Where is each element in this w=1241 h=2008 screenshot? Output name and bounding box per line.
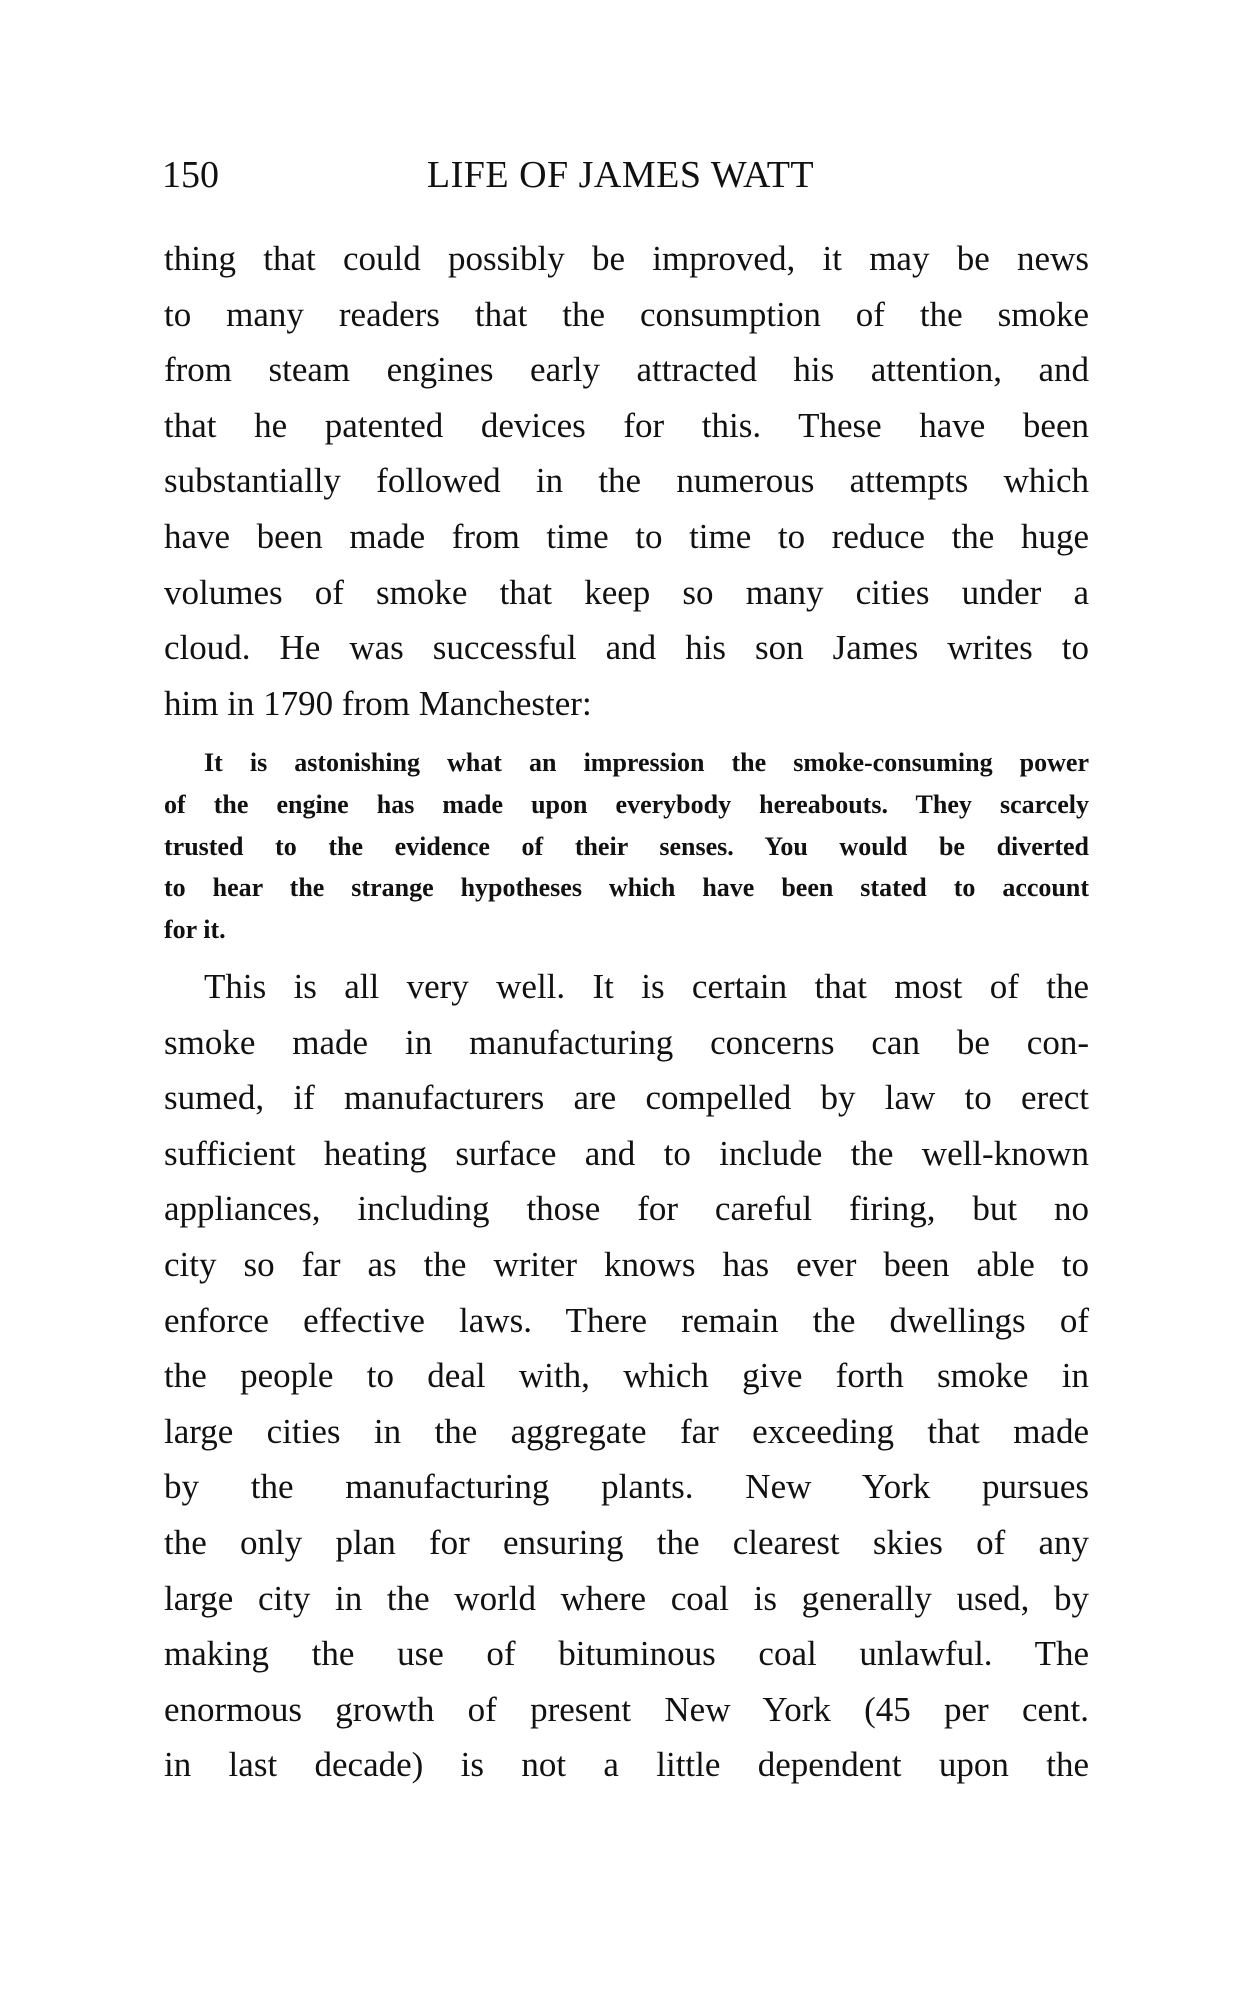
text-line: thing that could possibly be improved, it may be news bbox=[164, 239, 1089, 278]
paragraph-1 bbox=[164, 231, 1089, 731]
quote-line: It is astonishing what an impression the smoke-consuming power bbox=[204, 748, 1089, 777]
text-line: sufficient heating surface and to include the well-known bbox=[164, 1133, 1089, 1173]
text-line: substantially followed in the numerous attempts which bbox=[164, 461, 1089, 501]
text-line: making the use of bituminous coal unlawful. The bbox=[164, 1634, 1089, 1674]
quote-line: trusted to the evidence of their senses. You would be diverted bbox=[164, 831, 1089, 861]
running-title: LIFE OF JAMES WATT bbox=[426, 154, 815, 196]
text-line: the people to deal with, which give forth smoke in bbox=[164, 1356, 1089, 1396]
text-line: have been made from time to time to reduce the huge bbox=[164, 516, 1089, 556]
text-line: city so far as the writer knows has ever been able to bbox=[164, 1244, 1089, 1284]
quote-line: to hear the strange hypotheses which have been stated to account bbox=[164, 873, 1089, 903]
text-line: smoke made in manufacturing concerns can be con- bbox=[164, 1022, 1089, 1062]
text-line: volumes of smoke that keep so many cities under a bbox=[164, 572, 1089, 612]
text-line: to many readers that the consumption of the smoke bbox=[164, 294, 1089, 334]
text-line: that he patented devices for this. These have been bbox=[164, 405, 1089, 445]
page-number: 150 bbox=[162, 154, 219, 196]
quote-line: for it. bbox=[164, 915, 226, 945]
quote-line: of the engine has made upon everybody hereabouts. They scarcely bbox=[164, 789, 1089, 819]
text-line: sumed, if manufacturers are compelled by law to erect bbox=[164, 1078, 1089, 1118]
text-line: large city in the world where coal is generally used, by bbox=[164, 1578, 1089, 1618]
text-line: large cities in the aggregate far exceeding that made bbox=[164, 1411, 1089, 1451]
text-line: This is all very well. It is certain that most of the bbox=[204, 967, 1089, 1006]
text-line: enforce effective laws. There remain the dwellings of bbox=[164, 1300, 1089, 1340]
text-line: enormous growth of present New York (45 per cent. bbox=[164, 1689, 1089, 1729]
text-line: him in 1790 from Manchester: bbox=[164, 683, 592, 723]
text-line: in last decade) is not a little dependent upon the bbox=[164, 1745, 1089, 1785]
text-line: cloud. He was successful and his son James writes to bbox=[164, 628, 1089, 668]
block-quote bbox=[164, 742, 1089, 951]
text-line: by the manufacturing plants. New York pursues bbox=[164, 1467, 1089, 1507]
text-line: appliances, including those for careful firing, but no bbox=[164, 1189, 1089, 1229]
paragraph-2 bbox=[164, 959, 1089, 1793]
text-line: the only plan for ensuring the clearest skies of any bbox=[164, 1522, 1089, 1562]
text-line: from steam engines early attracted his attention, and bbox=[164, 350, 1089, 390]
